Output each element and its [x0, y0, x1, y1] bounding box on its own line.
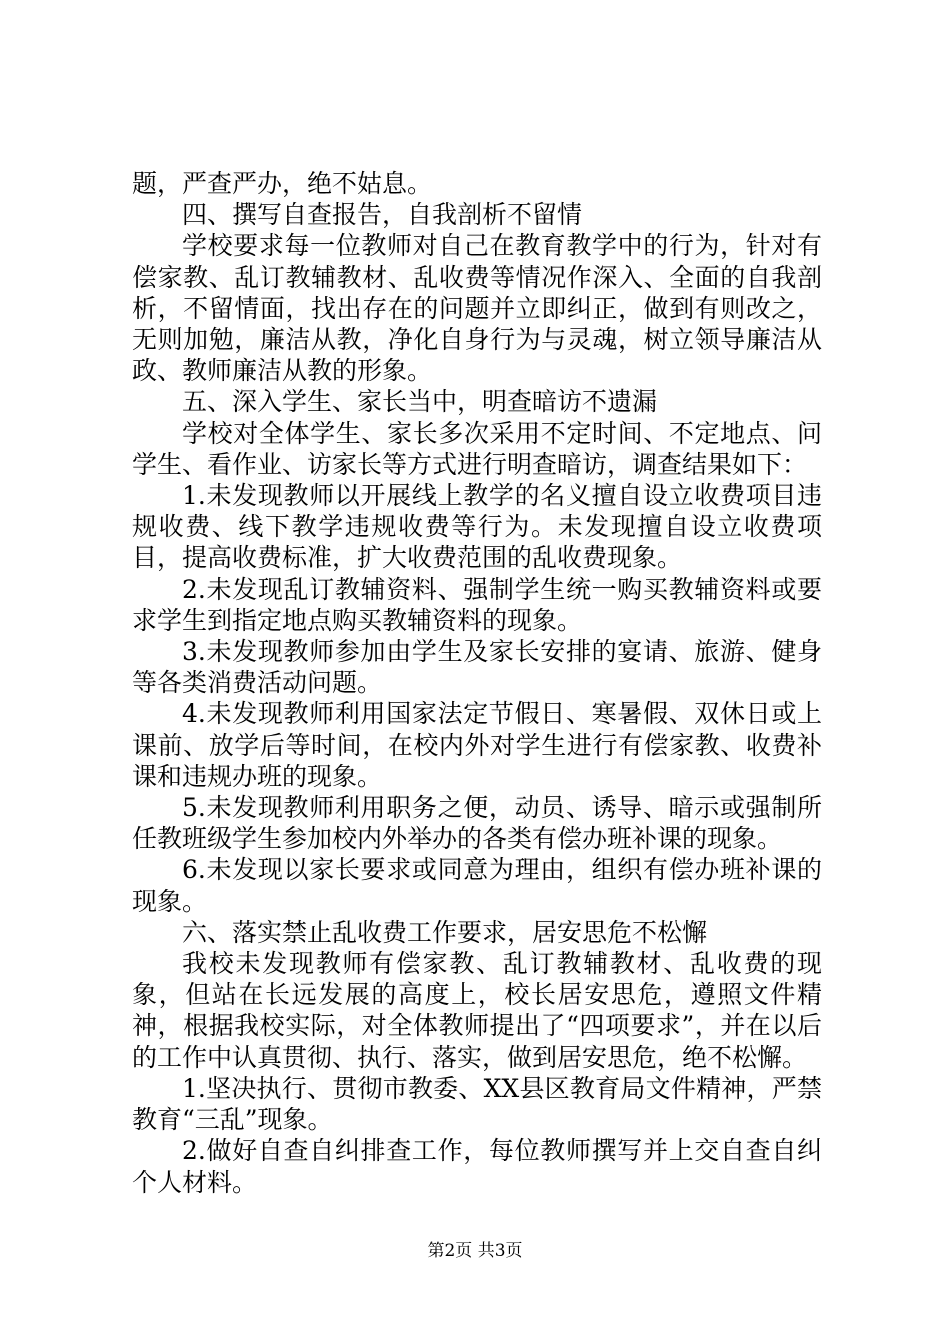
paragraph: 学校对全体学生、家长多次采用不定时间、不定地点、问学生、看作业、访家长等方式进行明查暗访，调查结果如下： — [132, 418, 822, 479]
section-heading-4: 四、撰写自查报告，自我剖析不留情 — [182, 200, 583, 230]
list-item: 1.坚决执行、贯彻市教委、XX县区教育局文件精神，严禁教育“三乱”现象。 — [132, 1073, 822, 1135]
list-item: 6.未发现以家长要求或同意为理由，组织有偿办班补课的现象。 — [132, 855, 822, 916]
list-item: 1.未发现教师以开展线上教学的名义擅自设立收费项目违规收费、线下教学违规收费等行为。未发现擅自设立收费项目，提高收费标准，扩大收费范围的乱收费现象。 — [132, 481, 822, 573]
list-item: 4.未发现教师利用国家法定节假日、寒暑假、双休日或上课前、放学后等时间，在校内外对学生进行有偿家教、收费补课和违规办班的现象。 — [132, 699, 822, 791]
paragraph-continuation: 题，严查严办，绝不姑息。 — [132, 169, 433, 198]
list-item: 2.未发现乱订教辅资料、强制学生统一购买教辅资料或要求学生到指定地点购买教辅资料的现象。 — [132, 574, 822, 635]
section-heading-6: 六、落实禁止乱收费工作要求，居安思危不松懈 — [182, 917, 708, 947]
list-item: 5.未发现教师利用职务之便，动员、诱导、暗示或强制所任教班级学生参加校内外举办的各类有偿办班补课的现象。 — [132, 793, 822, 854]
list-item: 2.做好自查自纠排查工作，每位教师撰写并上交自查自纠个人材料。 — [132, 1136, 822, 1197]
list-item: 3.未发现教师参加由学生及家长安排的宴请、旅游、健身等各类消费活动问题。 — [132, 637, 822, 698]
paragraph: 学校要求每一位教师对自己在教育教学中的行为，针对有偿家教、乱订教辅教材、乱收费等情况作深入、全面的自我剖析，不留情面，找出存在的问题并立即纠正，做到有则改之，无则加勉，廉洁从教，净化自身行为与灵魂，树立领导廉洁从政、教师廉洁从教的形象。 — [132, 231, 822, 386]
section-heading-5: 五、深入学生、家长当中，明查暗访不遗漏 — [182, 387, 658, 417]
page-number: 第2页 共3页 — [427, 1241, 523, 1261]
document-body — [132, 168, 822, 1198]
paragraph: 我校未发现教师有偿家教、乱订教辅教材、乱收费的现象，但站在长远发展的高度上，校长居安思危，遵照文件精神，根据我校实际，对全体教师提出了“四项要求”，并在以后的工作中认真贯彻、执行、落实，做到居安思危，绝不松懈。 — [132, 949, 822, 1072]
